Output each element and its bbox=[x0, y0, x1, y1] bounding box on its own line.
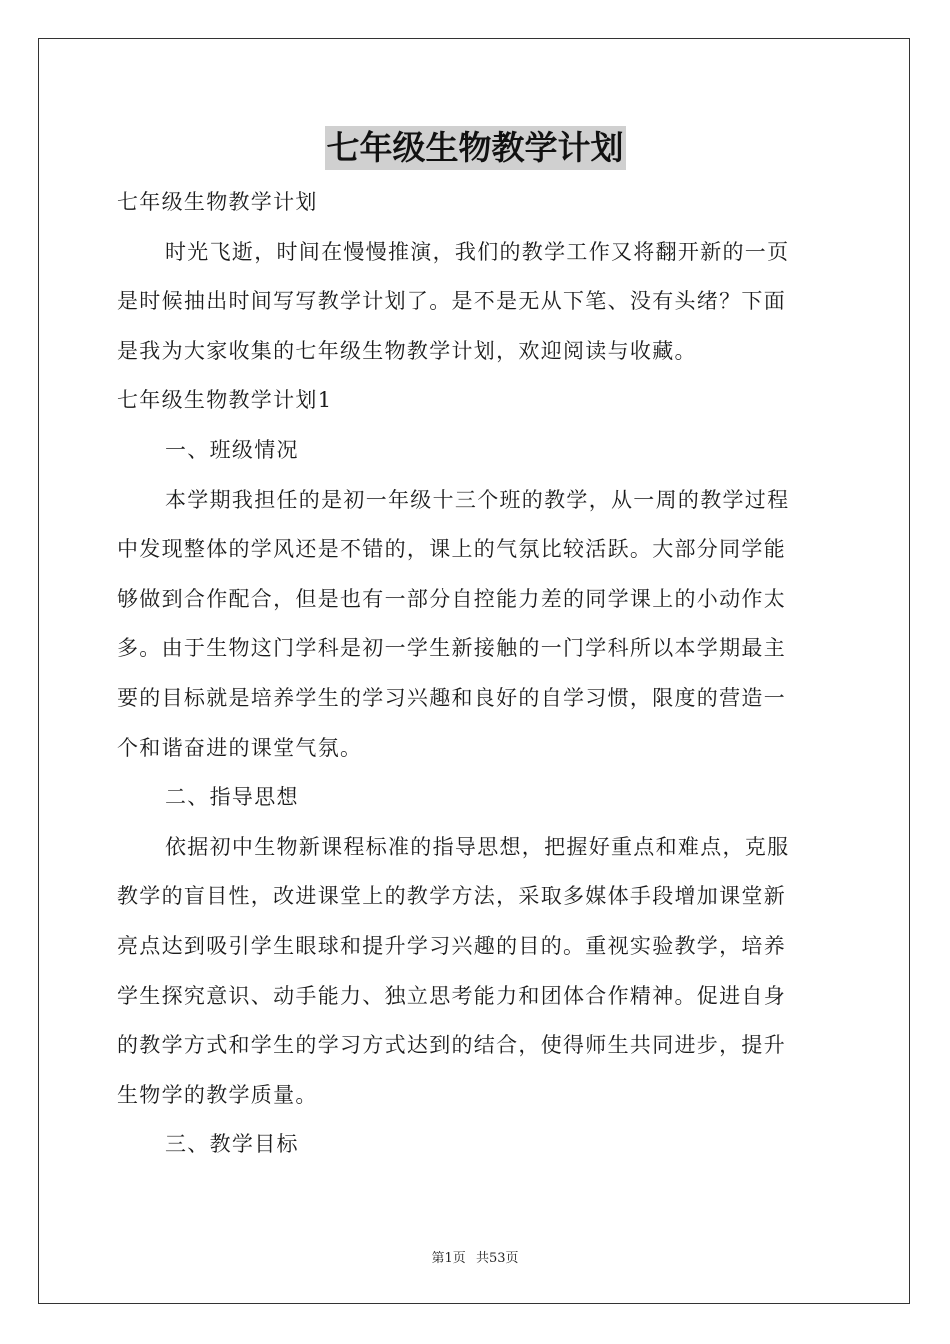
page-footer bbox=[0, 1247, 950, 1266]
document-title: 七年级生物教学计划 bbox=[325, 126, 626, 170]
subsection-heading: 一、班级情况 bbox=[165, 437, 299, 462]
paragraph-line: 是时候抽出时间写写教学计划了。是不是无从下笔、没有头绪？下面 bbox=[117, 289, 786, 314]
title-container bbox=[0, 126, 950, 170]
paragraph-line: 要的目标就是培养学生的学习兴趣和良好的自学习惯，限度的营造一 bbox=[117, 685, 786, 710]
paragraph-line: 亮点达到吸引学生眼球和提升学习兴趣的目的。重视实验教学，培养 bbox=[117, 933, 786, 958]
page-total: 共53页 bbox=[475, 1251, 519, 1266]
paragraph-line: 是我为大家收集的七年级生物教学计划，欢迎阅读与收藏。 bbox=[117, 338, 697, 363]
paragraph-line: 本学期我担任的是初一年级十三个班的教学，从一周的教学过程 bbox=[165, 487, 790, 512]
paragraph-line: 时光飞逝，时间在慢慢推演，我们的教学工作又将翻开新的一页 bbox=[165, 239, 790, 264]
paragraph-line: 多。由于生物这门学科是初一学生新接触的一门学科所以本学期最主 bbox=[117, 636, 786, 661]
paragraph-line: 的教学方式和学生的学习方式达到的结合，使得师生共同进步，提升 bbox=[117, 1033, 786, 1058]
paragraph-line: 依据初中生物新课程标准的指导思想，把握好重点和难点，克服 bbox=[165, 834, 790, 859]
paragraph-line: 教学的盲目性，改进课堂上的教学方法，采取多媒体手段增加课堂新 bbox=[117, 884, 786, 909]
paragraph-line: 生物学的教学质量。 bbox=[117, 1082, 318, 1107]
paragraph-line: 学生探究意识、动手能力、独立思考能力和团体合作精神。促进自身 bbox=[117, 983, 786, 1008]
page-number: 第1页 bbox=[431, 1251, 466, 1266]
paragraph-line: 中发现整体的学风还是不错的，课上的气氛比较活跃。大部分同学能 bbox=[117, 537, 786, 562]
section-heading: 七年级生物教学计划1 bbox=[117, 388, 333, 413]
document-body bbox=[117, 178, 833, 1170]
paragraph-line: 个和谐奋进的课堂气氛。 bbox=[117, 735, 363, 760]
subsection-heading: 三、教学目标 bbox=[165, 1132, 299, 1157]
subtitle-line: 七年级生物教学计划 bbox=[117, 190, 318, 214]
paragraph-line: 够做到合作配合，但是也有一部分自控能力差的同学课上的小动作太 bbox=[117, 586, 786, 611]
subsection-heading: 二、指导思想 bbox=[165, 785, 299, 810]
